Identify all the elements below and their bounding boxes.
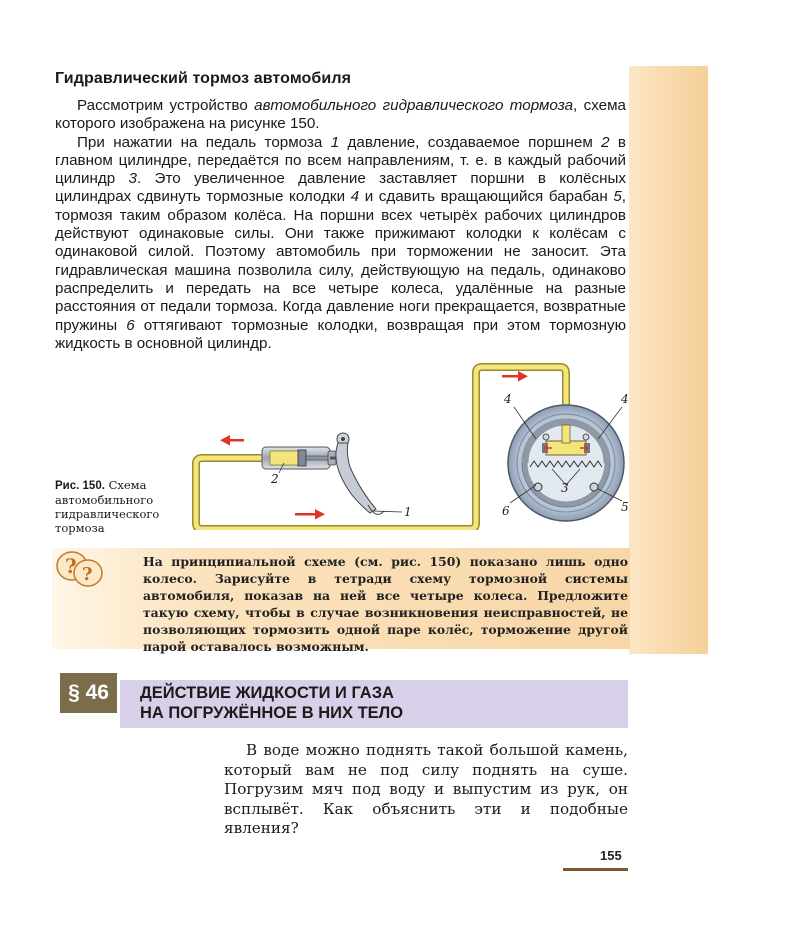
- body-text: [55, 97, 626, 353]
- question-text: На принципиальной схеме (см. рис. 150) показано лишь одно колесо. Зарисуйте в тетради схему тормозной системы автомобиля, показав на ней все четыре колеса. Предложите такую схему, чтобы в случае возникновения неисправностей, не позволяющих тормозить одной паре колёс, торможение другой парой оставалось возможным.: [143, 554, 628, 654]
- label-1: 1: [404, 505, 412, 519]
- label-4-left: 4: [504, 392, 512, 406]
- page-number-rule: [563, 868, 628, 871]
- wheel-brake-drum: [508, 405, 624, 521]
- hydraulic-brake-diagram: [180, 355, 650, 530]
- paragraph-2: При нажатии на педаль тормоза 1 давление, создаваемое поршнем 2 в главном цилиндре, передаётся по всем направлениям, т. е. в каждый рабочий цилиндр 3. Это увеличенное давление заставляет поршни в колёсных цилиндрах сдвинуть тормозные колодки 4 и сдавить вращающийся барабан 5, тормозя таким образом колёса. На поршни всех четырёх рабочих цилиндров действуют одинаковые силы. Они также прижимают колодки к колёсам с одинаковой силой. Поэтому автомобиль при торможении не заносит. Эта гидравлическая машина позволила силу, действующую на педаль, одинаково распределить и передать на все четыре колеса, удалённые на разные расстояния от педали тормоза. Когда давление ноги прекращается, возвратные пружины 6 оттягивают тормозные колодки, возвращая при этом тормозную жидкость в основной цилиндр.: [55, 133, 627, 352]
- paragraph-number-badge: § 46: [60, 673, 117, 713]
- paragraph-title: ДЕЙСТВИЕ ЖИДКОСТИ И ГАЗА НА ПОГРУЖЁННОЕ В НИХ ТЕЛО: [140, 684, 404, 722]
- figure-caption: Рис. 150. Схема автомобильного гидравлического тормоза: [55, 478, 160, 535]
- flow-arrow-bottom: [295, 509, 325, 520]
- question-marks-icon: [52, 549, 106, 589]
- label-5: 5: [621, 500, 629, 514]
- svg-text:?: ?: [65, 554, 77, 578]
- label-3: 3: [561, 481, 569, 495]
- brake-pedal: [330, 433, 384, 514]
- label-2: 2: [271, 472, 279, 486]
- svg-text:?: ?: [82, 564, 93, 585]
- flow-arrow-left: [220, 435, 244, 446]
- page-number: 155: [600, 848, 622, 863]
- section-title: Гидравлический тормоз автомобиля: [55, 70, 352, 87]
- master-cylinder: [262, 447, 336, 469]
- lead-text: В воде можно поднять такой большой камень, который вам не под силу поднять на суше. Погрузим мяч под воду и выпустим из рук, он всплывёт. Как объяснить эти и подобные явления?: [224, 741, 628, 838]
- label-6: 6: [502, 504, 510, 518]
- flow-arrow-top: [502, 371, 528, 382]
- paragraph-1: Рассмотрим устройство автомобильного гидравлического тормоза, схема которого изображена на рисунке 150.: [55, 97, 626, 133]
- label-4-right: 4: [621, 392, 629, 406]
